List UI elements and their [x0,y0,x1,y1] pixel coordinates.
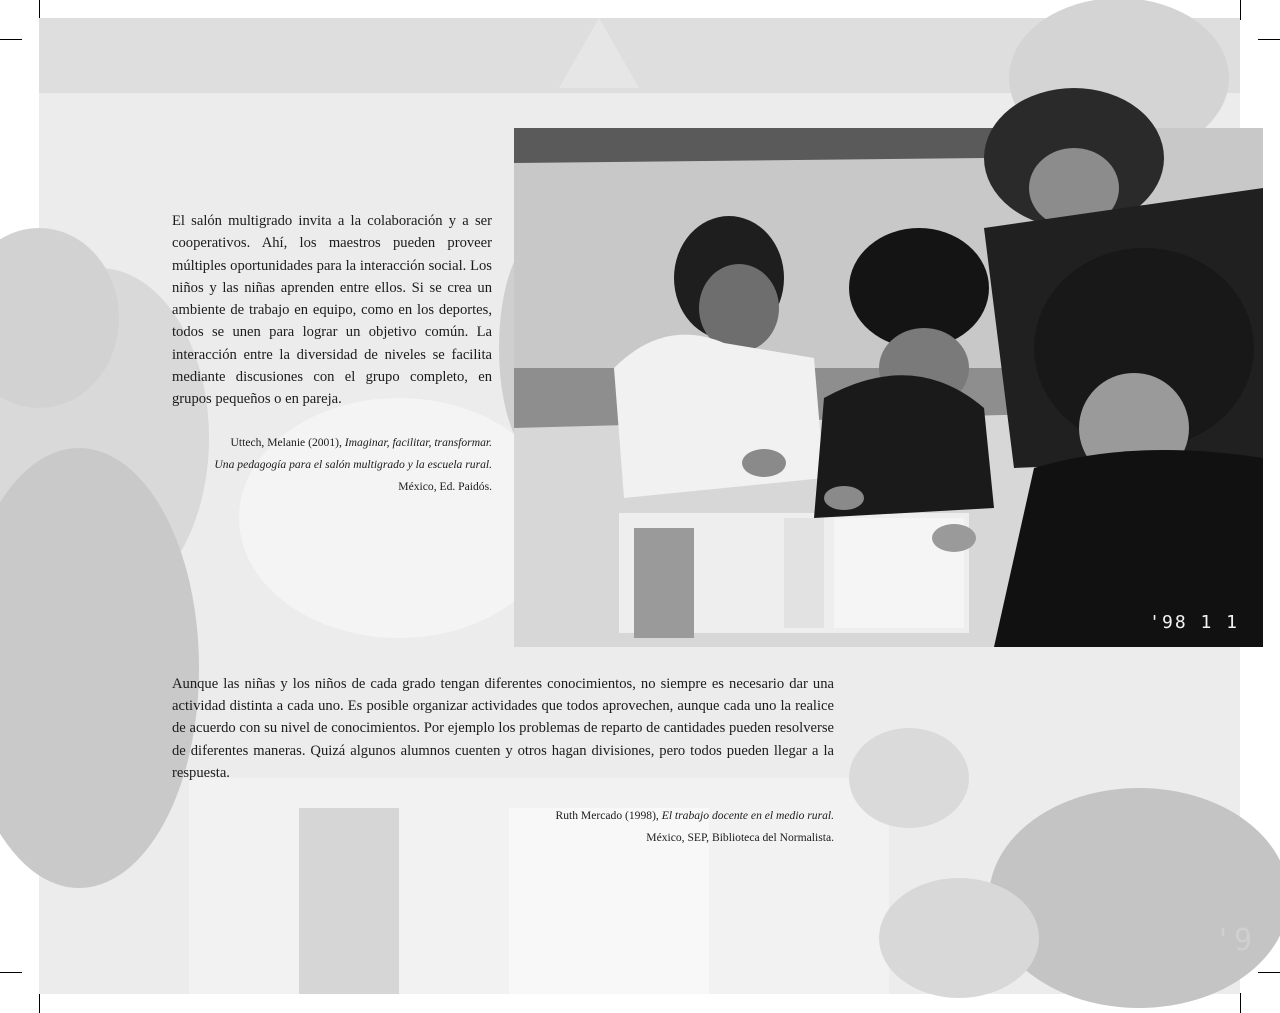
crop-mark-top-left-h [0,39,22,40]
multigrade-collaboration-quote [172,210,492,411]
citation-publisher: México, Ed. Paidós. [398,480,492,493]
citation-uttech [152,432,492,498]
background-date-stamp: '9 [1214,923,1255,958]
citation-title: El trabajo docente en el medio rural. [661,809,834,822]
citation-mercado [374,805,834,849]
crop-mark-bottom-left-v [39,993,40,1013]
crop-mark-bottom-left-h [0,972,22,973]
citation-line-1 [152,432,492,454]
citation-line-1 [374,805,834,827]
crop-mark-bottom-right-v [1240,993,1241,1013]
crop-mark-bottom-right-h [1258,972,1280,973]
activities-quote [172,673,834,784]
citation-publisher: México, SEP, Biblioteca del Normalista. [646,831,834,844]
quote-paragraph: Aunque las niñas y los niños de cada grado tengan diferentes conocimientos, no siempre es necesario dar una actividad distinta a cada uno. Es posible organizar actividades que todos aprovechen, aunque cada uno la realice de acuerdo con su nivel de conocimientos. Por ejemplo los problemas de reparto de cantidades pueden resolverse de diferentes maneras. Quizá algunos alumnos cuenten y otros hagan divisiones, pero todos pueden llegar a la respuesta. [172,676,834,781]
photo-date-stamp: '98 1 1 [1149,612,1239,633]
quote-paragraph: El salón multigrado invita a la colaboración y a ser cooperativos. Ahí, los maestros pueden proveer múltiples oportunidades para la interacción social. Los niños y las niñas aprenden entre ellos. Si se crea un ambiente de trabajo en equipo, como en los deportes, todos se unen para lograr un objetivo común. La interacción entre la diversidad de niveles se facilita mediante discusiones con el grupo completo, en grupos pequeños o en pareja. [172,213,492,408]
citation-title-part-1: Imaginar, facilitar, transformar. [344,436,492,449]
citation-author: Uttech, Melanie (2001), [230,436,345,449]
classroom-photo [514,128,1263,647]
crop-mark-top-right-h [1258,39,1280,40]
citation-title-part-2: Una pedagogía para el salón multigrado y la escuela rural. [214,458,492,471]
crop-mark-top-right-v [1240,0,1241,20]
crop-mark-top-left-v [39,0,40,20]
classroom-photo-illustration [514,128,1263,647]
citation-author: Ruth Mercado (1998), [555,809,662,822]
